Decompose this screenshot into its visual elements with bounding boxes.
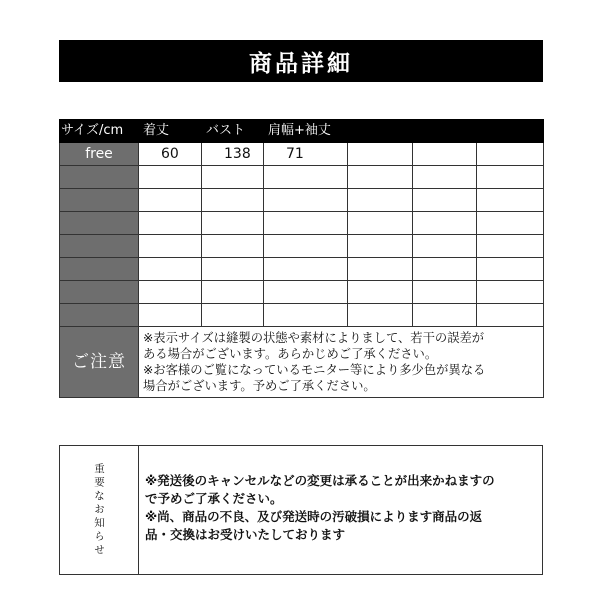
page-title: 商品詳細: [59, 40, 543, 82]
notice-row: [60, 327, 544, 398]
header-cell: [348, 120, 413, 143]
table-cell: [139, 304, 202, 327]
important-line: ※尚、商品の不良、及び発送時の汚破損によります商品の返: [145, 509, 483, 524]
table-cell: [477, 281, 544, 304]
size-table: [59, 119, 544, 398]
table-cell: 71: [264, 143, 348, 166]
table-cell: [139, 212, 202, 235]
table-cell: [413, 212, 477, 235]
table-cell: [139, 189, 202, 212]
table-cell: [348, 281, 413, 304]
important-notice-side: [60, 446, 139, 574]
table-cell: [348, 235, 413, 258]
important-notice-text: [139, 446, 542, 574]
table-row: [60, 304, 544, 327]
notice-line: ※表示サイズは縫製の状態や素材によりまして、若干の誤差が: [143, 331, 485, 345]
header-cell: [477, 120, 544, 143]
table-cell: 60: [139, 143, 202, 166]
table-cell: [139, 281, 202, 304]
table-cell: [413, 235, 477, 258]
table-cell: [413, 281, 477, 304]
table-cell: [477, 166, 544, 189]
table-cell: [264, 258, 348, 281]
table-cell: [477, 143, 544, 166]
table-cell: [413, 143, 477, 166]
notice-line: 場合がございます。予めご了承ください。: [143, 379, 376, 393]
header-cell-shoulder-sleeve: 肩幅+袖丈: [264, 120, 348, 143]
size-label-cell: [60, 235, 139, 258]
table-cell: [139, 166, 202, 189]
table-cell: [264, 235, 348, 258]
table-cell: [348, 189, 413, 212]
header-cell-bust: バスト: [202, 120, 264, 143]
table-cell: [202, 212, 264, 235]
table-cell: [264, 281, 348, 304]
table-cell: [413, 166, 477, 189]
important-line: 品・交換はお受けいたしております: [145, 527, 346, 542]
table-row: [60, 189, 544, 212]
table-row: [60, 281, 544, 304]
size-table-header-row: [60, 120, 544, 143]
table-cell: [413, 189, 477, 212]
table-cell: [413, 258, 477, 281]
header-cell-length: 着丈: [139, 120, 202, 143]
table-cell: [348, 304, 413, 327]
size-label-cell: [60, 281, 139, 304]
table-cell: [202, 189, 264, 212]
table-cell: [348, 166, 413, 189]
important-notice-box: [59, 445, 543, 575]
notice-text: [139, 327, 544, 398]
important-notice-label: 重要なお知らせ: [93, 462, 105, 558]
table-cell: [264, 189, 348, 212]
table-cell: [477, 235, 544, 258]
notice-line: ※お客様のご覧になっているモニター等により多少色が異なる: [143, 363, 486, 377]
table-cell: [477, 189, 544, 212]
table-cell: [477, 304, 544, 327]
size-label-cell: [60, 189, 139, 212]
table-cell: [139, 235, 202, 258]
table-cell: [348, 143, 413, 166]
size-label-cell: [60, 304, 139, 327]
header-cell-size: サイズ/cm: [60, 120, 139, 143]
size-label-cell: [60, 212, 139, 235]
header-cell: [413, 120, 477, 143]
size-label-cell: [60, 166, 139, 189]
size-label-cell: [60, 258, 139, 281]
table-cell: [202, 258, 264, 281]
table-row: [60, 166, 544, 189]
table-cell: 138: [202, 143, 264, 166]
notice-line: ある場合がございます。あらかじめご了承ください。: [143, 347, 438, 361]
table-cell: [202, 166, 264, 189]
table-row: [60, 212, 544, 235]
table-cell: [348, 258, 413, 281]
table-cell: [202, 235, 264, 258]
table-cell: [477, 258, 544, 281]
table-cell: [477, 212, 544, 235]
table-row: [60, 143, 544, 166]
table-row: [60, 235, 544, 258]
table-cell: [264, 212, 348, 235]
size-label-cell: free: [60, 143, 139, 166]
table-cell: [264, 166, 348, 189]
table-cell: [202, 281, 264, 304]
notice-label: ご注意: [60, 327, 139, 398]
table-cell: [139, 258, 202, 281]
important-line: ※発送後のキャンセルなどの変更は承ることが出来かねますの: [145, 473, 495, 488]
table-row: [60, 258, 544, 281]
table-cell: [264, 304, 348, 327]
table-cell: [348, 212, 413, 235]
table-cell: [413, 304, 477, 327]
table-cell: [202, 304, 264, 327]
important-line: で予めご了承ください。: [145, 491, 283, 506]
